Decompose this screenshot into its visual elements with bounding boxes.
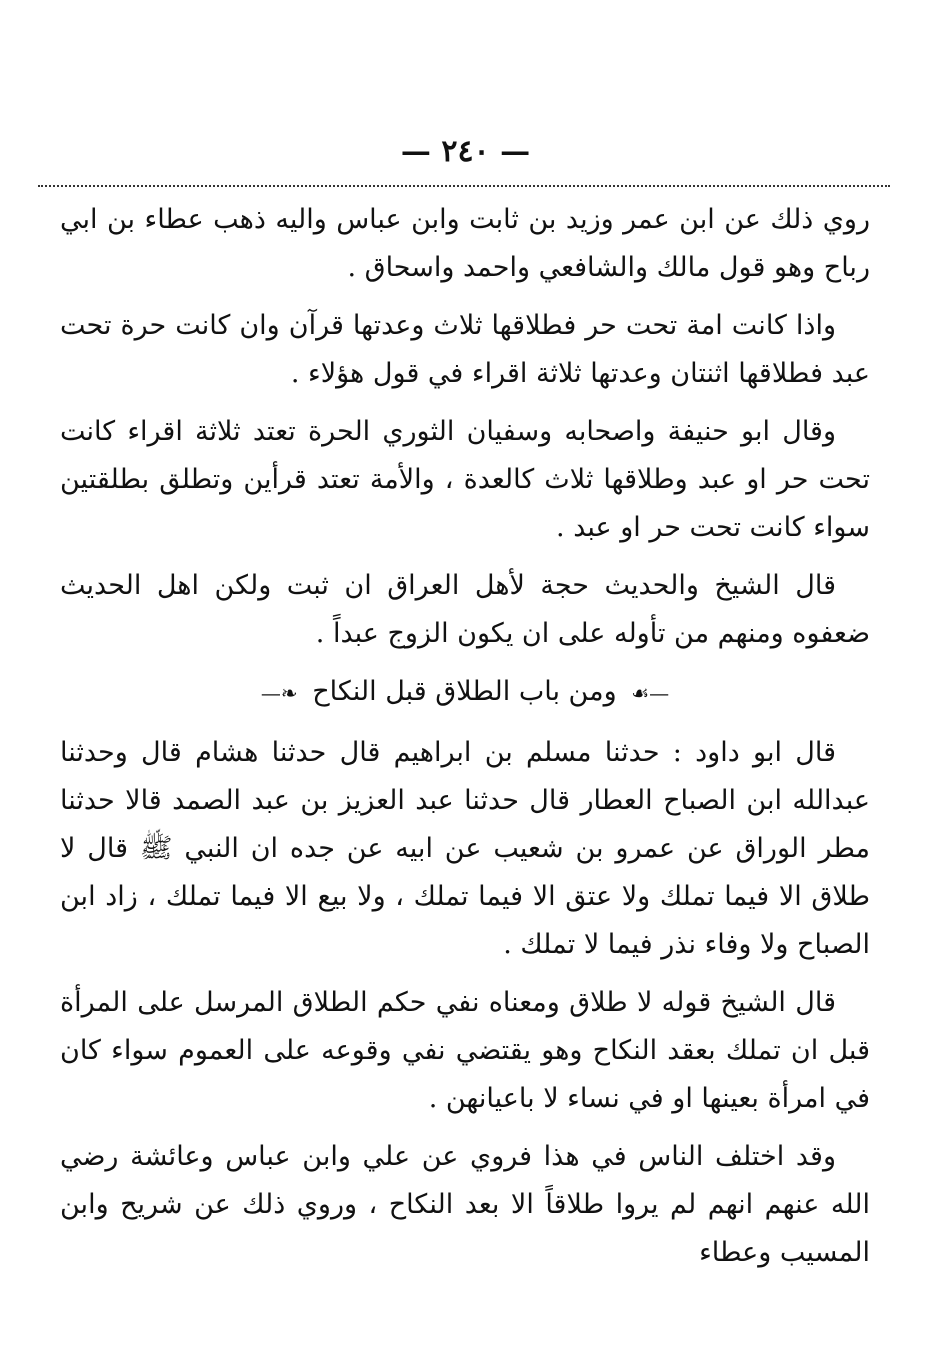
paragraph: قال الشيخ والحديث حجة لأهل العراق ان ثبت ولكن اهل الحديث ضعفوه ومنهم من تأوله على ان يكون الزوج عبداً .: [60, 570, 870, 649]
section-heading-text: ومن باب الطلاق قبل النكاح: [312, 676, 617, 707]
paragraph: وقد اختلف الناس في هذا فروي عن علي وابن عباس وعائشة رضي الله عنهم انهم لم يروا طلاقاً الا بعد النكاح ، وروي ذلك عن شريح وابن المسيب وعطاء: [60, 1141, 870, 1268]
ornament-left-icon: ❧—: [260, 681, 298, 705]
page-number: — ٢٤٠ —: [400, 134, 531, 169]
header-divider: [38, 185, 890, 187]
paragraph: قال الشيخ قوله لا طلاق ومعناه نفي حكم الطلاق المرسل على المرأة قبل ان تملك بعقد النكاح وهو يقتضي نفي وقوعه على العموم سواء كان في امرأة بعينها او في نساء لا باعيانهن .: [60, 987, 870, 1114]
paragraph: وقال ابو حنيفة واصحابه وسفيان الثوري الحرة تعتد ثلاثة اقراء كانت تحت حر او عبد وطلاقها ثلاث كالعدة ، والأمة تعتد قرأين وتطلق بطلقتين سواء كانت تحت حر او عبد .: [60, 416, 870, 543]
paragraph: قال ابو داود : حدثنا مسلم بن ابراهيم قال حدثنا هشام قال وحدثنا عبدالله ابن الصباح العطار قال حدثنا عبد العزيز بن عبد الصمد قالا حدثنا مطر الوراق عن عمرو بن شعيب عن ابيه عن جده ان النبي ﷺ قال لا طلاق الا فيما تملك ولا عتق الا فيما تملك ، ولا بيع الا فيما تملك ، زاد ابن الصباح ولا وفاء نذر فيما لا تملك .: [60, 737, 870, 960]
ornament-right-icon: —☙: [631, 681, 670, 705]
body-text: [60, 196, 870, 1287]
paragraph: واذا كانت امة تحت حر فطلاقها ثلاث وعدتها قرآن وان كانت حرة تحت عبد فطلاقها اثنتان وعدتها ثلاثة اقراء في قول هؤلاء .: [60, 310, 870, 389]
section-heading: [60, 668, 870, 717]
paragraph: روي ذلك عن ابن عمر وزيد بن ثابت وابن عباس واليه ذهب عطاء بن ابي رباح وهو قول مالك والشافعي واحمد واسحاق .: [60, 204, 870, 283]
